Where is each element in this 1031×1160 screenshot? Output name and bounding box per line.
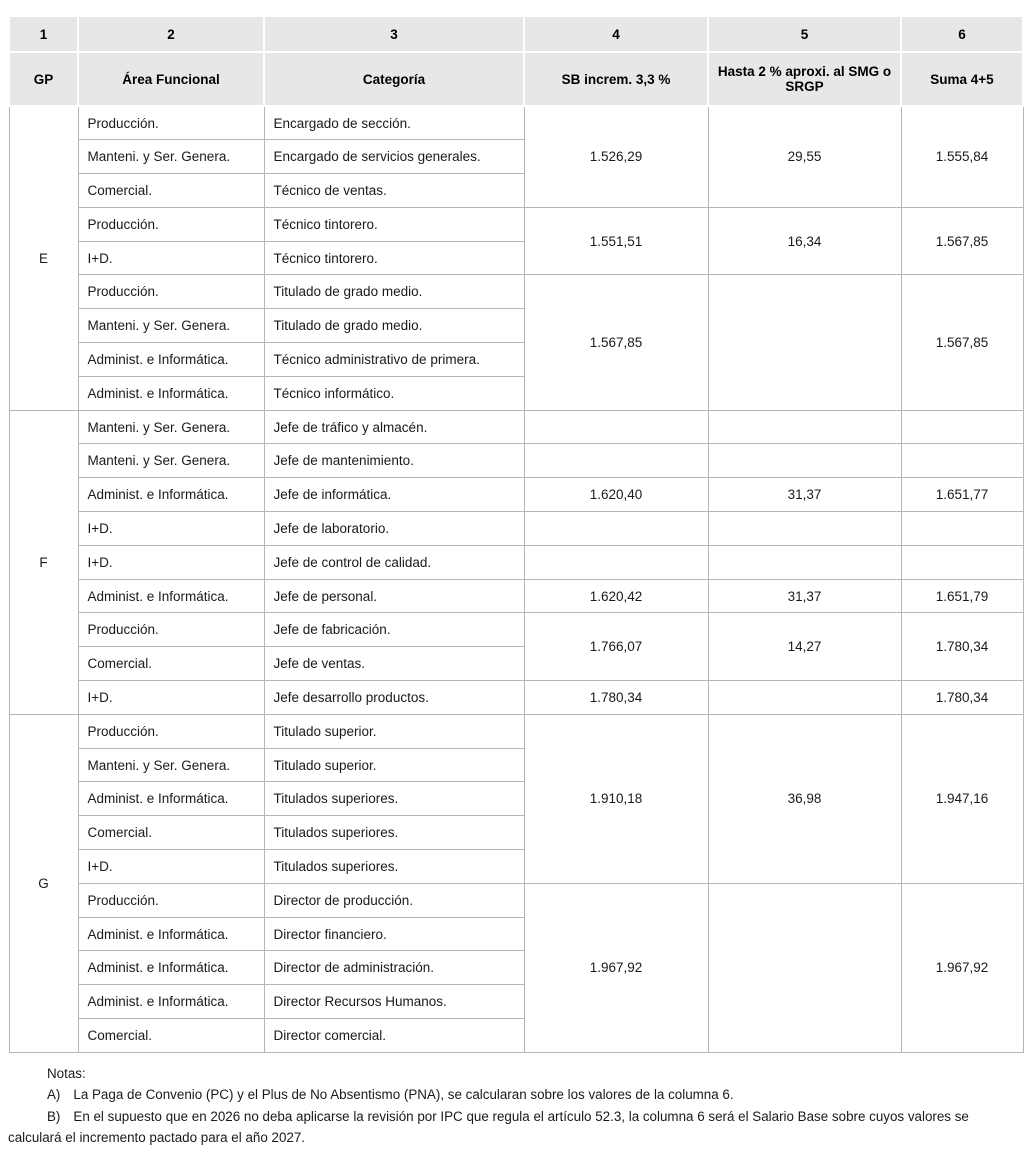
table-row <box>9 478 1023 512</box>
area-funcional-cell: Manteni. y Ser. Genera. <box>78 309 264 343</box>
area-funcional-cell: Producción. <box>78 275 264 309</box>
gp-cell: F <box>9 410 78 714</box>
sb-increm-cell <box>524 410 708 444</box>
area-funcional-cell: Manteni. y Ser. Genera. <box>78 410 264 444</box>
hasta-2-cell <box>708 681 901 715</box>
column-header-hasta-2: Hasta 2 % aproxi. al SMG o SRGP <box>708 52 901 106</box>
column-header-area-funcional: Área Funcional <box>78 52 264 106</box>
note-a-text: La Paga de Convenio (PC) y el Plus de No Absentismo (PNA), se calcularan sobre los valores de la columna 6. <box>73 1087 734 1103</box>
sb-increm-cell: 1.551,51 <box>524 207 708 275</box>
notes-title: Notas: <box>47 1065 86 1081</box>
area-funcional-cell: I+D. <box>78 681 264 715</box>
salary-table <box>8 15 1024 1053</box>
note-b-text: En el supuesto que en 2026 no deba aplicarse la revisión por IPC que regula el artículo 52.3, la columna 6 será el Salario Base sobre cuyos valores se calculará el incremento pactado para el año 2027. <box>8 1108 969 1146</box>
gp-cell: G <box>9 714 78 1052</box>
sb-increm-cell <box>524 444 708 478</box>
area-funcional-cell: I+D. <box>78 850 264 884</box>
categoria-cell: Jefe de tráfico y almacén. <box>264 410 524 444</box>
categoria-cell: Titulado superior. <box>264 714 524 748</box>
gp-cell: E <box>9 106 78 410</box>
categoria-cell: Titulado de grado medio. <box>264 275 524 309</box>
area-funcional-cell: Administ. e Informática. <box>78 579 264 613</box>
sb-increm-cell <box>524 512 708 546</box>
suma-cell: 1.555,84 <box>901 106 1023 207</box>
sb-increm-cell: 1.526,29 <box>524 106 708 207</box>
hasta-2-cell: 16,34 <box>708 207 901 275</box>
table-row <box>9 579 1023 613</box>
area-funcional-cell: Administ. e Informática. <box>78 782 264 816</box>
sb-increm-cell: 1.780,34 <box>524 681 708 715</box>
area-funcional-cell: Producción. <box>78 613 264 647</box>
table-row <box>9 106 1023 140</box>
suma-cell: 1.651,77 <box>901 478 1023 512</box>
area-funcional-cell: Administ. e Informática. <box>78 478 264 512</box>
categoria-cell: Director de producción. <box>264 883 524 917</box>
categoria-cell: Técnico administrativo de primera. <box>264 343 524 377</box>
suma-cell: 1.780,34 <box>901 613 1023 681</box>
table-row <box>9 444 1023 478</box>
categoria-cell: Técnico informático. <box>264 376 524 410</box>
column-number: 3 <box>264 16 524 52</box>
categoria-cell: Jefe de control de calidad. <box>264 545 524 579</box>
table-row <box>9 545 1023 579</box>
sb-increm-cell: 1.567,85 <box>524 275 708 410</box>
categoria-cell: Técnico de ventas. <box>264 174 524 208</box>
categoria-cell: Jefe de personal. <box>264 579 524 613</box>
column-header-categoria: Categoría <box>264 52 524 106</box>
area-funcional-cell: Manteni. y Ser. Genera. <box>78 444 264 478</box>
table-row <box>9 883 1023 917</box>
hasta-2-cell: 31,37 <box>708 478 901 512</box>
suma-cell: 1.651,79 <box>901 579 1023 613</box>
suma-cell: 1.567,85 <box>901 275 1023 410</box>
table-body <box>9 106 1023 1052</box>
area-funcional-cell: Administ. e Informática. <box>78 985 264 1019</box>
sb-increm-cell: 1.620,40 <box>524 478 708 512</box>
column-header-row <box>9 52 1023 106</box>
area-funcional-cell: Producción. <box>78 207 264 241</box>
hasta-2-cell <box>708 444 901 478</box>
table-header <box>9 16 1023 106</box>
area-funcional-cell: Producción. <box>78 106 264 140</box>
hasta-2-cell: 36,98 <box>708 714 901 883</box>
categoria-cell: Director comercial. <box>264 1019 524 1053</box>
notes-section <box>8 1063 1022 1149</box>
table-row <box>9 681 1023 715</box>
categoria-cell: Jefe de fabricación. <box>264 613 524 647</box>
table-row <box>9 512 1023 546</box>
hasta-2-cell <box>708 275 901 410</box>
sb-increm-cell: 1.766,07 <box>524 613 708 681</box>
sb-increm-cell: 1.967,92 <box>524 883 708 1052</box>
column-header-suma: Suma 4+5 <box>901 52 1023 106</box>
table-row <box>9 714 1023 748</box>
hasta-2-cell <box>708 410 901 444</box>
area-funcional-cell: Administ. e Informática. <box>78 951 264 985</box>
hasta-2-cell: 31,37 <box>708 579 901 613</box>
sb-increm-cell: 1.620,42 <box>524 579 708 613</box>
suma-cell: 1.780,34 <box>901 681 1023 715</box>
column-number-row <box>9 16 1023 52</box>
suma-cell <box>901 512 1023 546</box>
categoria-cell: Encargado de servicios generales. <box>264 140 524 174</box>
column-header-sb-increm: SB increm. 3,3 % <box>524 52 708 106</box>
note-a <box>8 1084 1022 1105</box>
categoria-cell: Jefe desarrollo productos. <box>264 681 524 715</box>
area-funcional-cell: Administ. e Informática. <box>78 343 264 377</box>
area-funcional-cell: Comercial. <box>78 647 264 681</box>
categoria-cell: Jefe de mantenimiento. <box>264 444 524 478</box>
column-number: 4 <box>524 16 708 52</box>
area-funcional-cell: I+D. <box>78 545 264 579</box>
categoria-cell: Director financiero. <box>264 917 524 951</box>
categoria-cell: Jefe de informática. <box>264 478 524 512</box>
suma-cell: 1.947,16 <box>901 714 1023 883</box>
hasta-2-cell <box>708 545 901 579</box>
suma-cell <box>901 545 1023 579</box>
column-number: 5 <box>708 16 901 52</box>
suma-cell: 1.567,85 <box>901 207 1023 275</box>
categoria-cell: Director Recursos Humanos. <box>264 985 524 1019</box>
note-b-label: B) <box>47 1108 61 1124</box>
categoria-cell: Titulado de grado medio. <box>264 309 524 343</box>
suma-cell: 1.967,92 <box>901 883 1023 1052</box>
categoria-cell: Técnico tintorero. <box>264 207 524 241</box>
categoria-cell: Titulado superior. <box>264 748 524 782</box>
categoria-cell: Director de administración. <box>264 951 524 985</box>
column-number: 2 <box>78 16 264 52</box>
categoria-cell: Titulados superiores. <box>264 850 524 884</box>
area-funcional-cell: Comercial. <box>78 816 264 850</box>
note-b <box>8 1106 1022 1149</box>
note-a-label: A) <box>47 1087 61 1103</box>
area-funcional-cell: Producción. <box>78 714 264 748</box>
sb-increm-cell: 1.910,18 <box>524 714 708 883</box>
table-row <box>9 207 1023 241</box>
area-funcional-cell: Manteni. y Ser. Genera. <box>78 748 264 782</box>
hasta-2-cell: 14,27 <box>708 613 901 681</box>
area-funcional-cell: Administ. e Informática. <box>78 917 264 951</box>
categoria-cell: Titulados superiores. <box>264 816 524 850</box>
area-funcional-cell: I+D. <box>78 241 264 275</box>
hasta-2-cell: 29,55 <box>708 106 901 207</box>
area-funcional-cell: Comercial. <box>78 174 264 208</box>
area-funcional-cell: I+D. <box>78 512 264 546</box>
column-number: 6 <box>901 16 1023 52</box>
categoria-cell: Técnico tintorero. <box>264 241 524 275</box>
hasta-2-cell <box>708 512 901 546</box>
area-funcional-cell: Producción. <box>78 883 264 917</box>
column-header-gp: GP <box>9 52 78 106</box>
table-row <box>9 613 1023 647</box>
area-funcional-cell: Manteni. y Ser. Genera. <box>78 140 264 174</box>
table-row <box>9 275 1023 309</box>
table-row <box>9 410 1023 444</box>
suma-cell <box>901 444 1023 478</box>
categoria-cell: Jefe de ventas. <box>264 647 524 681</box>
suma-cell <box>901 410 1023 444</box>
sb-increm-cell <box>524 545 708 579</box>
categoria-cell: Titulados superiores. <box>264 782 524 816</box>
area-funcional-cell: Comercial. <box>78 1019 264 1053</box>
hasta-2-cell <box>708 883 901 1052</box>
column-number: 1 <box>9 16 78 52</box>
categoria-cell: Jefe de laboratorio. <box>264 512 524 546</box>
categoria-cell: Encargado de sección. <box>264 106 524 140</box>
area-funcional-cell: Administ. e Informática. <box>78 376 264 410</box>
